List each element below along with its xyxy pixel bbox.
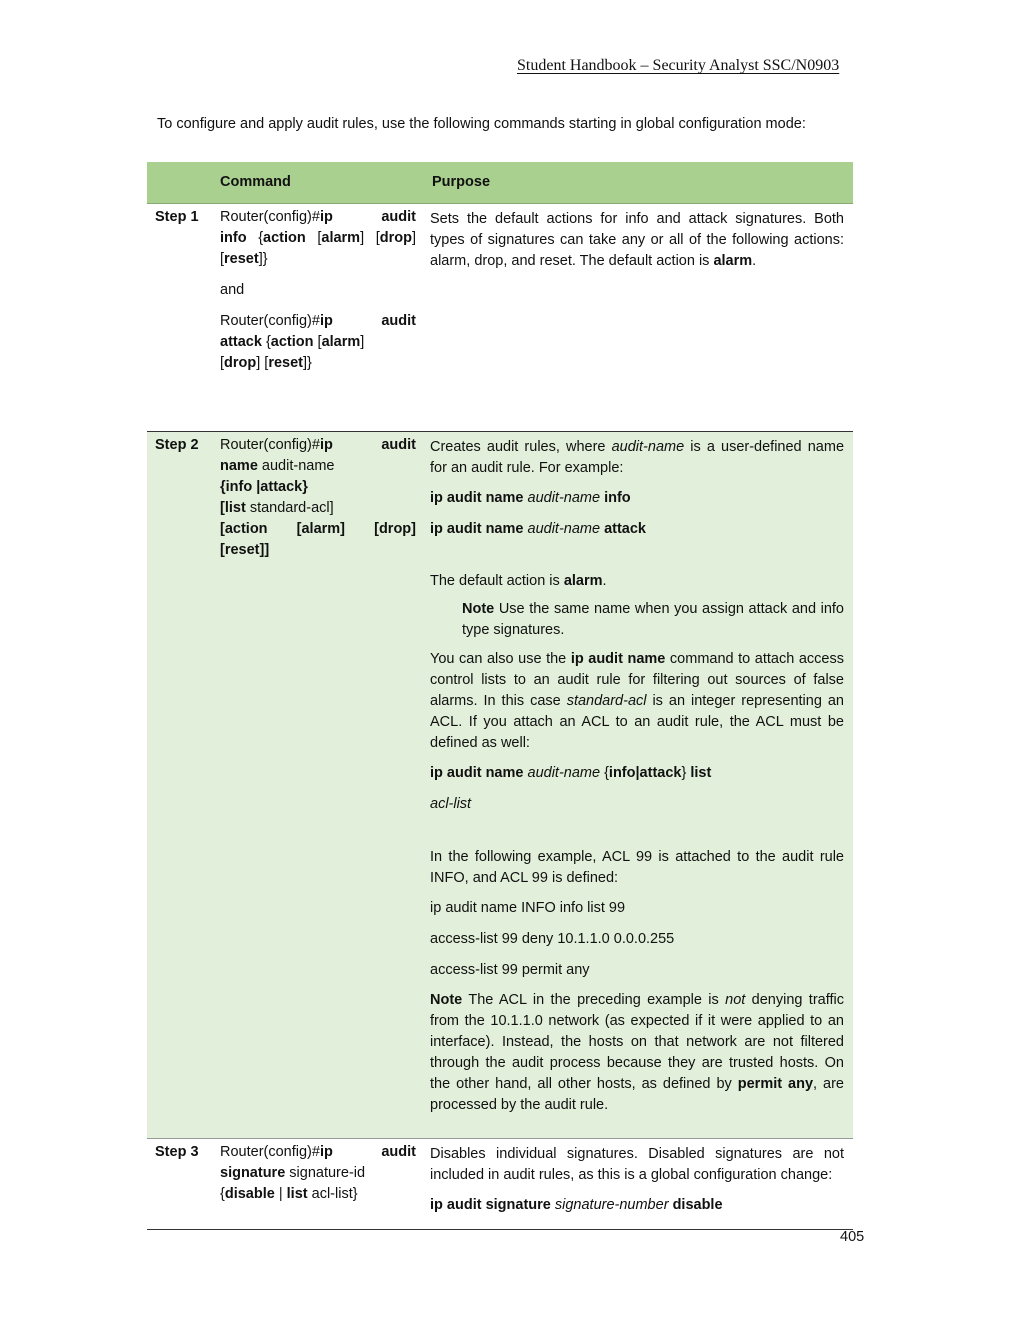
cmd-line: {disable | list acl-list} bbox=[220, 1186, 358, 1202]
cmd-line: name audit-name bbox=[220, 458, 335, 474]
code-line: access-list 99 deny 10.1.1.0 0.0.0.255 bbox=[430, 931, 675, 947]
table-row-step-2 bbox=[147, 432, 853, 1139]
cmd-line: [reset]] bbox=[220, 542, 270, 558]
step-2-purpose bbox=[430, 437, 844, 1116]
cmd-line: Router(config)#ip audit bbox=[220, 313, 416, 329]
note-1: Note Use the same name when you assign attack and info type signatures. bbox=[462, 601, 844, 638]
page-header: Student Handbook – Security Analyst SSC/N0903 bbox=[517, 57, 840, 74]
and-label: and bbox=[220, 282, 245, 298]
example-line: ip audit name audit-name info bbox=[430, 490, 631, 506]
cmd-line: attack {action [alarm] bbox=[220, 334, 365, 350]
cmd-line: Router(config)#ip audit bbox=[220, 437, 416, 453]
code-line: ip audit name INFO info list 99 bbox=[430, 900, 626, 916]
table-header-row bbox=[147, 162, 853, 204]
example-line: ip audit name audit-name attack bbox=[430, 521, 646, 537]
note-2: Note The ACL in the preceding example is not denying traffic from the 10.1.1.0 network (as expected if it were applied to an interface). Instead, the hosts on that network are not filtered through the audit process because they are trusted hosts. On the other hand, all other hosts, as defined by permit any, are processed by the audit rule. bbox=[430, 992, 844, 1113]
cmd-line: [drop] [reset]} bbox=[220, 355, 312, 371]
step-label: Step 2 bbox=[155, 437, 199, 453]
cmd-line: info {action [alarm] [drop] bbox=[220, 230, 416, 246]
cmd-line: {info |attack} bbox=[220, 479, 308, 495]
page-number: 405 bbox=[840, 1229, 865, 1245]
purpose-para: Disables individual signatures. Disabled signatures are not included in audit rules, as this is a global configuration change: bbox=[430, 1146, 844, 1183]
cmd-line: [reset]} bbox=[220, 251, 268, 267]
step-1-command bbox=[220, 207, 416, 374]
cmd-line: [list standard-acl] bbox=[220, 500, 334, 516]
intro-paragraph: To configure and apply audit rules, use the following commands starting in global configuration mode: bbox=[157, 116, 806, 132]
cmd-line: Router(config)#ip audit bbox=[220, 1144, 416, 1160]
default-action: The default action is alarm. bbox=[430, 573, 607, 589]
syntax-line: acl-list bbox=[430, 796, 472, 812]
step-label: Step 1 bbox=[155, 209, 199, 225]
purpose-para: Creates audit rules, where audit-name is a user-defined name for an audit rule. For example: bbox=[430, 439, 845, 476]
cmd-line: Router(config)#ip audit bbox=[220, 209, 416, 225]
code-line: access-list 99 permit any bbox=[430, 962, 590, 978]
table-row-step-3 bbox=[147, 1139, 853, 1230]
step-2-command bbox=[220, 435, 416, 561]
command-table bbox=[147, 162, 853, 1230]
syntax-line: ip audit name audit-name {info|attack} list bbox=[430, 765, 712, 781]
syntax-line: ip audit signature signature-number disable bbox=[430, 1197, 723, 1213]
purpose-para: You can also use the ip audit name command to attach access control lists to an audit rule for filtering out sources of false alarms. In this case standard-acl is an integer representing an ACL. If you attach an ACL to an audit rule, the ACL must be defined as well: bbox=[430, 651, 844, 751]
step-3-command bbox=[220, 1142, 416, 1205]
cmd-line: [action [alarm] [drop] bbox=[220, 521, 416, 537]
table-row-step-1 bbox=[147, 204, 853, 432]
step-label: Step 3 bbox=[155, 1144, 199, 1160]
cmd-line: signature signature-id bbox=[220, 1165, 366, 1181]
purpose-para: In the following example, ACL 99 is attached to the audit rule INFO, and ACL 99 is defined: bbox=[430, 849, 844, 886]
step-3-purpose bbox=[430, 1144, 844, 1216]
step-1-purpose: Sets the default actions for info and attack signatures. Both types of signatures can take any or all of the following actions: alarm, drop, and reset. The default action is alarm. bbox=[430, 211, 844, 269]
header-purpose: Purpose bbox=[432, 174, 491, 190]
header-command: Command bbox=[220, 174, 291, 190]
